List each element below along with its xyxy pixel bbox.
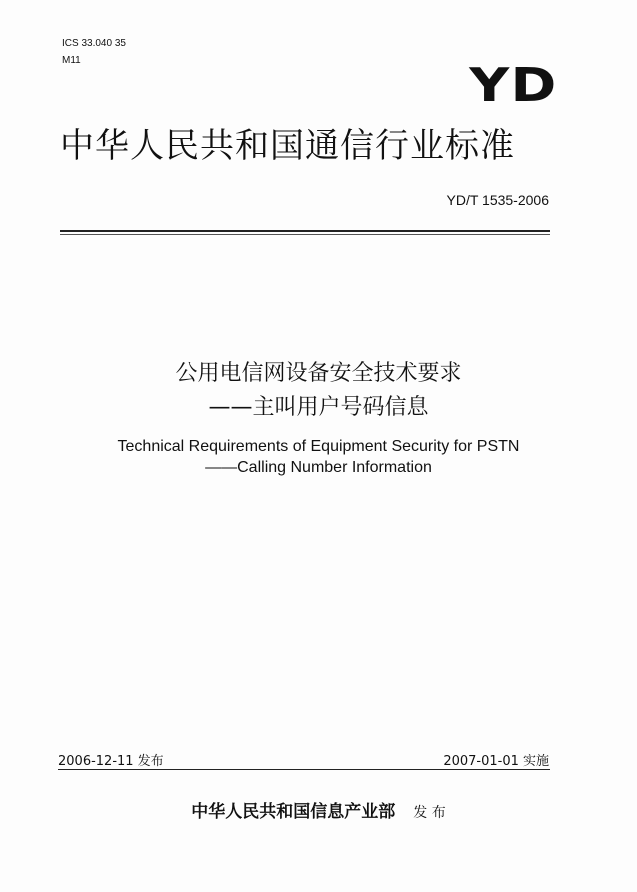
publisher	[0, 797, 637, 822]
yd-logo: YD	[468, 58, 557, 112]
implementation-date: 2007-01-01 实施	[443, 754, 549, 769]
standard-type-title: 中华人民共和国通信行业标准	[60, 126, 515, 166]
header-divider	[60, 230, 550, 232]
publisher-verb: 发 布	[413, 805, 446, 821]
classification-code: M11	[62, 55, 81, 66]
ics-code: ICS 33.040 35	[62, 38, 126, 49]
english-title-line-2: ——Calling Number Information	[205, 459, 432, 476]
chinese-title-line-1: 公用电信网设备安全技术要求	[175, 361, 462, 386]
issue-date: 2006-12-11 发布	[58, 754, 164, 769]
chinese-title-line-2: ——主叫用户号码信息	[208, 395, 429, 420]
publisher-name: 中华人民共和国信息产业部	[191, 802, 396, 822]
english-title	[0, 436, 637, 478]
standard-number: YD/T 1535-2006	[446, 192, 549, 208]
footer-divider	[58, 769, 550, 770]
chinese-title	[0, 357, 637, 425]
english-title-line-1: Technical Requirements of Equipment Security for PSTN	[117, 438, 520, 455]
header-divider-thin	[60, 234, 550, 235]
